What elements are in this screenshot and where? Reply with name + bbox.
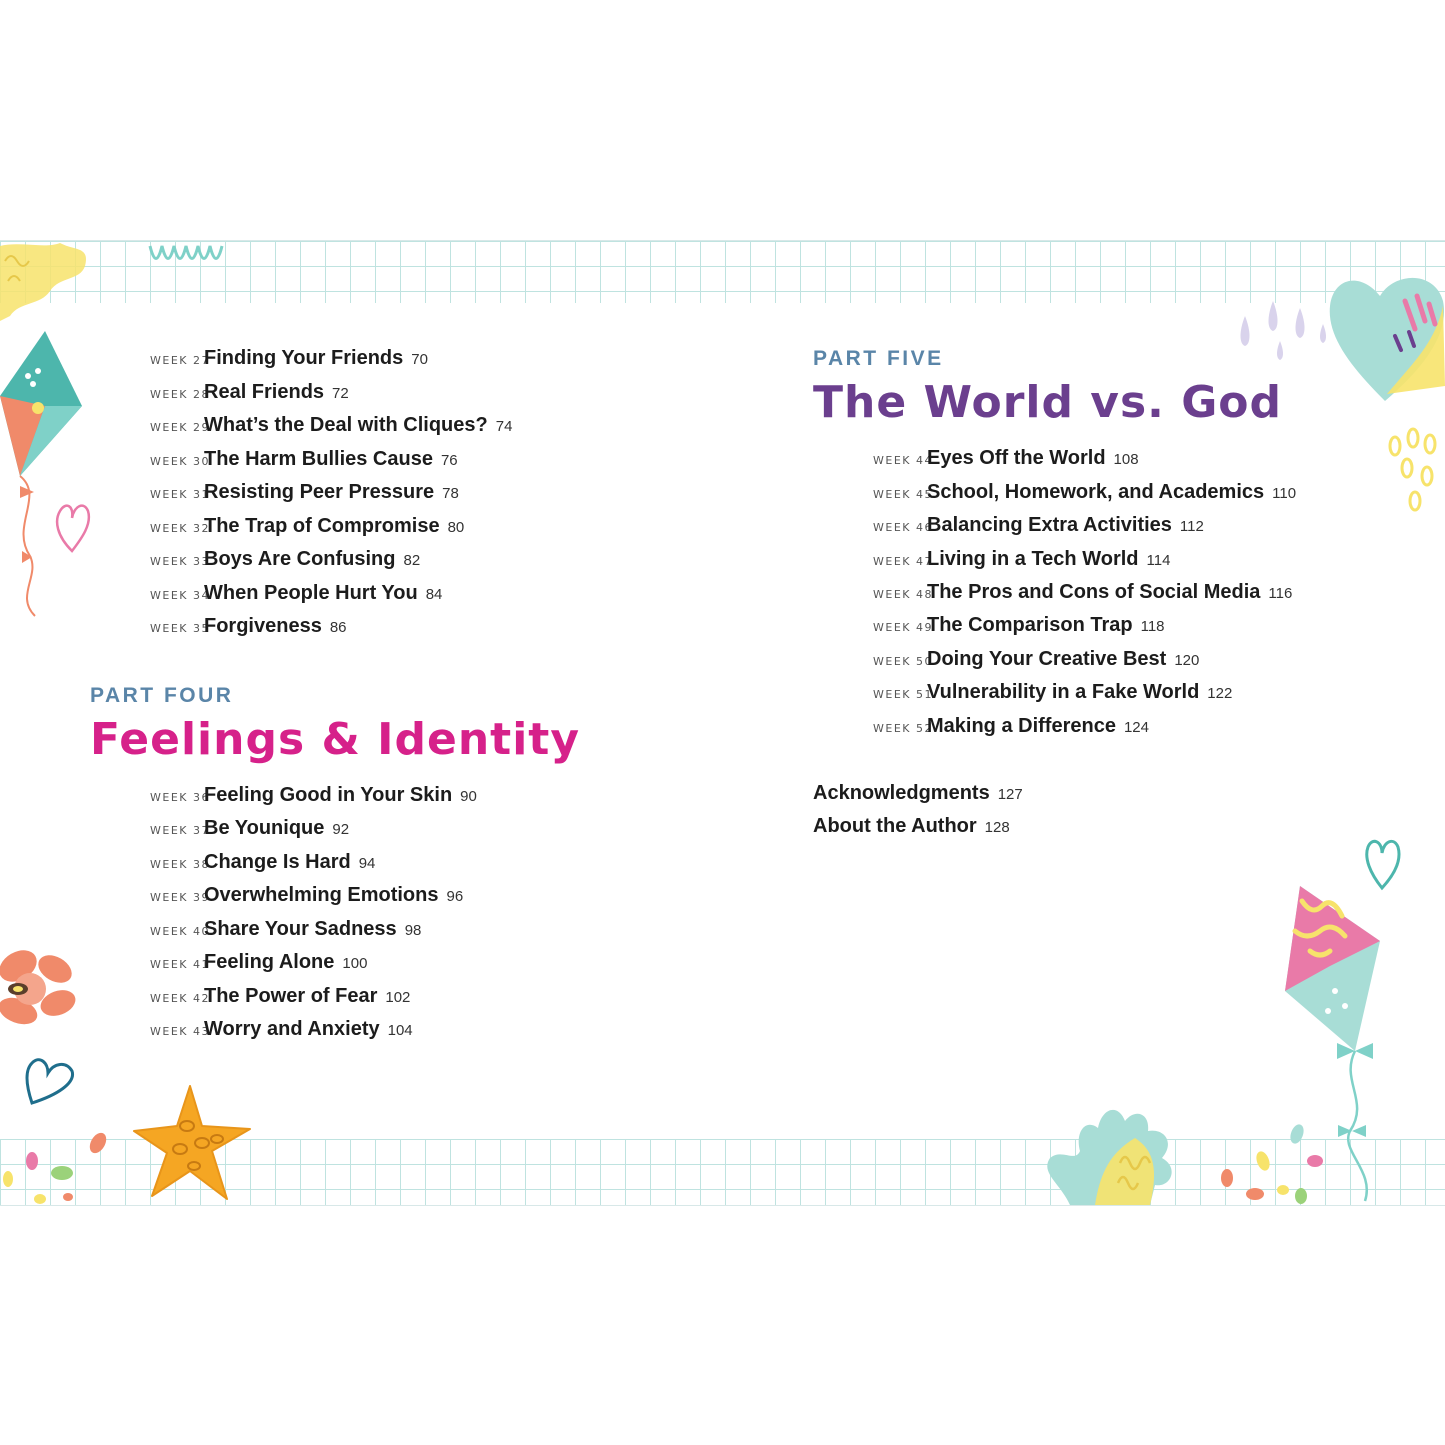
chapter-title: The Comparison Trap [927,614,1133,636]
page-number: 96 [446,888,464,905]
chapter-title: Overwhelming Emotions [204,884,439,906]
week-label: WEEK 33 [150,555,210,568]
part-five-title: The World vs. God [813,377,1283,428]
week-label: WEEK 42 [150,992,210,1005]
week-label: WEEK 30 [150,455,210,468]
back-matter-title: About the Author [813,815,977,837]
page-number: 104 [387,1022,413,1039]
toc-entry-week-52[interactable] [873,715,1149,738]
page-number: 114 [1146,552,1171,569]
chapter-title: Real Friends [204,381,325,403]
raindrop-icon [1235,296,1335,361]
toc-entry-week-45[interactable] [873,481,1296,504]
week-label: WEEK 43 [150,1025,210,1038]
toc-entry-week-32[interactable] [150,515,464,538]
chapter-title: Resisting Peer Pressure [204,481,435,503]
toc-entry-week-37[interactable] [150,817,349,840]
page-number: 116 [1268,585,1293,602]
week-label: WEEK 47 [873,555,933,568]
heart-icon [1325,266,1445,406]
chapter-title: The Trap of Compromise [204,515,440,537]
chapter-title: Living in a Tech World [927,548,1139,570]
chapter-title: Eyes Off the World [927,447,1106,469]
page-number: 112 [1179,518,1204,535]
toc-entry-acknowledgments[interactable] [813,782,1023,805]
page-number: 94 [358,855,376,872]
splash-icon [1040,1103,1190,1205]
chapter-title: Finding Your Friends [204,347,404,369]
page-number: 108 [1113,451,1139,468]
toc-entry-week-31[interactable] [150,481,459,504]
heart-icon [52,496,92,556]
star-icon [132,1081,254,1205]
toc-entry-week-36[interactable] [150,784,477,807]
page-number: 102 [385,989,411,1006]
week-label: WEEK 49 [873,621,933,634]
toc-entry-week-50[interactable] [873,648,1199,671]
week-label: WEEK 48 [873,588,933,601]
page-number: 110 [1272,485,1297,502]
page-number: 127 [997,786,1023,803]
page-number: 92 [332,821,350,838]
chapter-title: The Pros and Cons of Social Media [927,581,1261,603]
toc-entry-week-28[interactable] [150,381,349,404]
week-label: WEEK 38 [150,858,210,871]
back-matter-title: Acknowledgments [813,782,990,804]
page-number: 70 [411,351,428,368]
page-number: 122 [1207,685,1233,702]
chapter-title: Feeling Good in Your Skin [204,784,453,806]
chapter-title: Forgiveness [204,615,322,637]
toc-entry-week-34[interactable] [150,582,442,605]
flower-icon [0,941,80,1041]
toc-entry-week-43[interactable] [150,1018,413,1041]
toc-entry-week-44[interactable] [873,447,1139,470]
week-label: WEEK 36 [150,791,210,804]
toc-entry-week-39[interactable] [150,884,463,907]
toc-entry-week-47[interactable] [873,548,1170,571]
part-four-title: Feelings & Identity [90,714,581,765]
toc-entry-week-27[interactable] [150,347,428,370]
squiggle-icon [145,241,240,281]
week-label: WEEK 34 [150,589,210,602]
toc-entry-week-49[interactable] [873,614,1165,637]
chapter-title: Worry and Anxiety [204,1018,380,1040]
chapter-title: What’s the Deal with Cliques? [204,414,488,436]
toc-entry-week-41[interactable] [150,951,367,974]
chapter-title: Boys Are Confusing [204,548,396,570]
chapter-title: Balancing Extra Activities [927,514,1172,536]
chapter-title: Feeling Alone [204,951,335,973]
chapter-title: Share Your Sadness [204,918,397,940]
page-number: 84 [425,586,443,603]
page-number: 78 [442,485,459,502]
part-four-label: PART FOUR [90,684,234,707]
chapter-title: The Harm Bullies Cause [204,448,433,470]
toc-entry-week-40[interactable] [150,918,421,941]
toc-entry-about-the-author[interactable] [813,815,1010,838]
toc-entry-week-46[interactable] [873,514,1204,537]
page-number: 124 [1123,719,1149,736]
page-number: 74 [495,418,513,435]
week-label: WEEK 45 [873,488,933,501]
week-label: WEEK 41 [150,958,210,971]
week-label: WEEK 52 [873,722,933,735]
toc-entry-week-35[interactable] [150,615,347,638]
toc-entry-week-29[interactable] [150,414,512,437]
kite-icon [0,326,95,626]
page-number: 128 [984,819,1010,836]
week-label: WEEK 29 [150,421,210,434]
toc-entry-week-38[interactable] [150,851,375,874]
toc-entry-week-51[interactable] [873,681,1232,704]
confetti-icon [0,1121,110,1205]
week-label: WEEK 27 [150,354,210,367]
page-number: 72 [332,385,349,402]
week-label: WEEK 44 [873,454,933,467]
chapter-title: Be Younique [204,817,325,839]
week-label: WEEK 37 [150,824,210,837]
toc-entry-week-48[interactable] [873,581,1292,604]
week-label: WEEK 32 [150,522,210,535]
chapter-title: Vulnerability in a Fake World [927,681,1200,703]
page-number: 80 [447,519,465,536]
chapter-title: Making a Difference [927,715,1116,737]
week-label: WEEK 40 [150,925,210,938]
chapter-title: School, Homework, and Academics [927,481,1265,503]
week-label: WEEK 28 [150,388,210,401]
toc-entry-week-42[interactable] [150,985,410,1008]
chapter-title: Doing Your Creative Best [927,648,1167,670]
week-label: WEEK 51 [873,688,933,701]
chapter-title: When People Hurt You [204,582,418,604]
page-number: 118 [1140,618,1165,635]
page-number: 82 [403,552,421,569]
week-label: WEEK 31 [150,488,210,501]
splash-icon [0,241,95,321]
page-number: 98 [404,922,422,939]
part-five-label: PART FIVE [813,347,944,370]
chapter-title: The Power of Fear [204,985,378,1007]
page-number: 120 [1174,652,1200,669]
week-label: WEEK 50 [873,655,933,668]
chapter-title: Change Is Hard [204,851,351,873]
page-number: 100 [342,955,368,972]
confetti-icon [1215,1116,1340,1205]
week-label: WEEK 35 [150,622,210,635]
week-label: WEEK 39 [150,891,210,904]
page-number: 90 [460,788,477,805]
heart-icon [22,1053,78,1109]
dots-icon [1385,426,1445,526]
page-number: 76 [440,452,458,469]
toc-entry-week-30[interactable] [150,448,458,471]
page-number: 86 [329,619,347,636]
week-label: WEEK 46 [873,521,933,534]
toc-entry-week-33[interactable] [150,548,420,571]
